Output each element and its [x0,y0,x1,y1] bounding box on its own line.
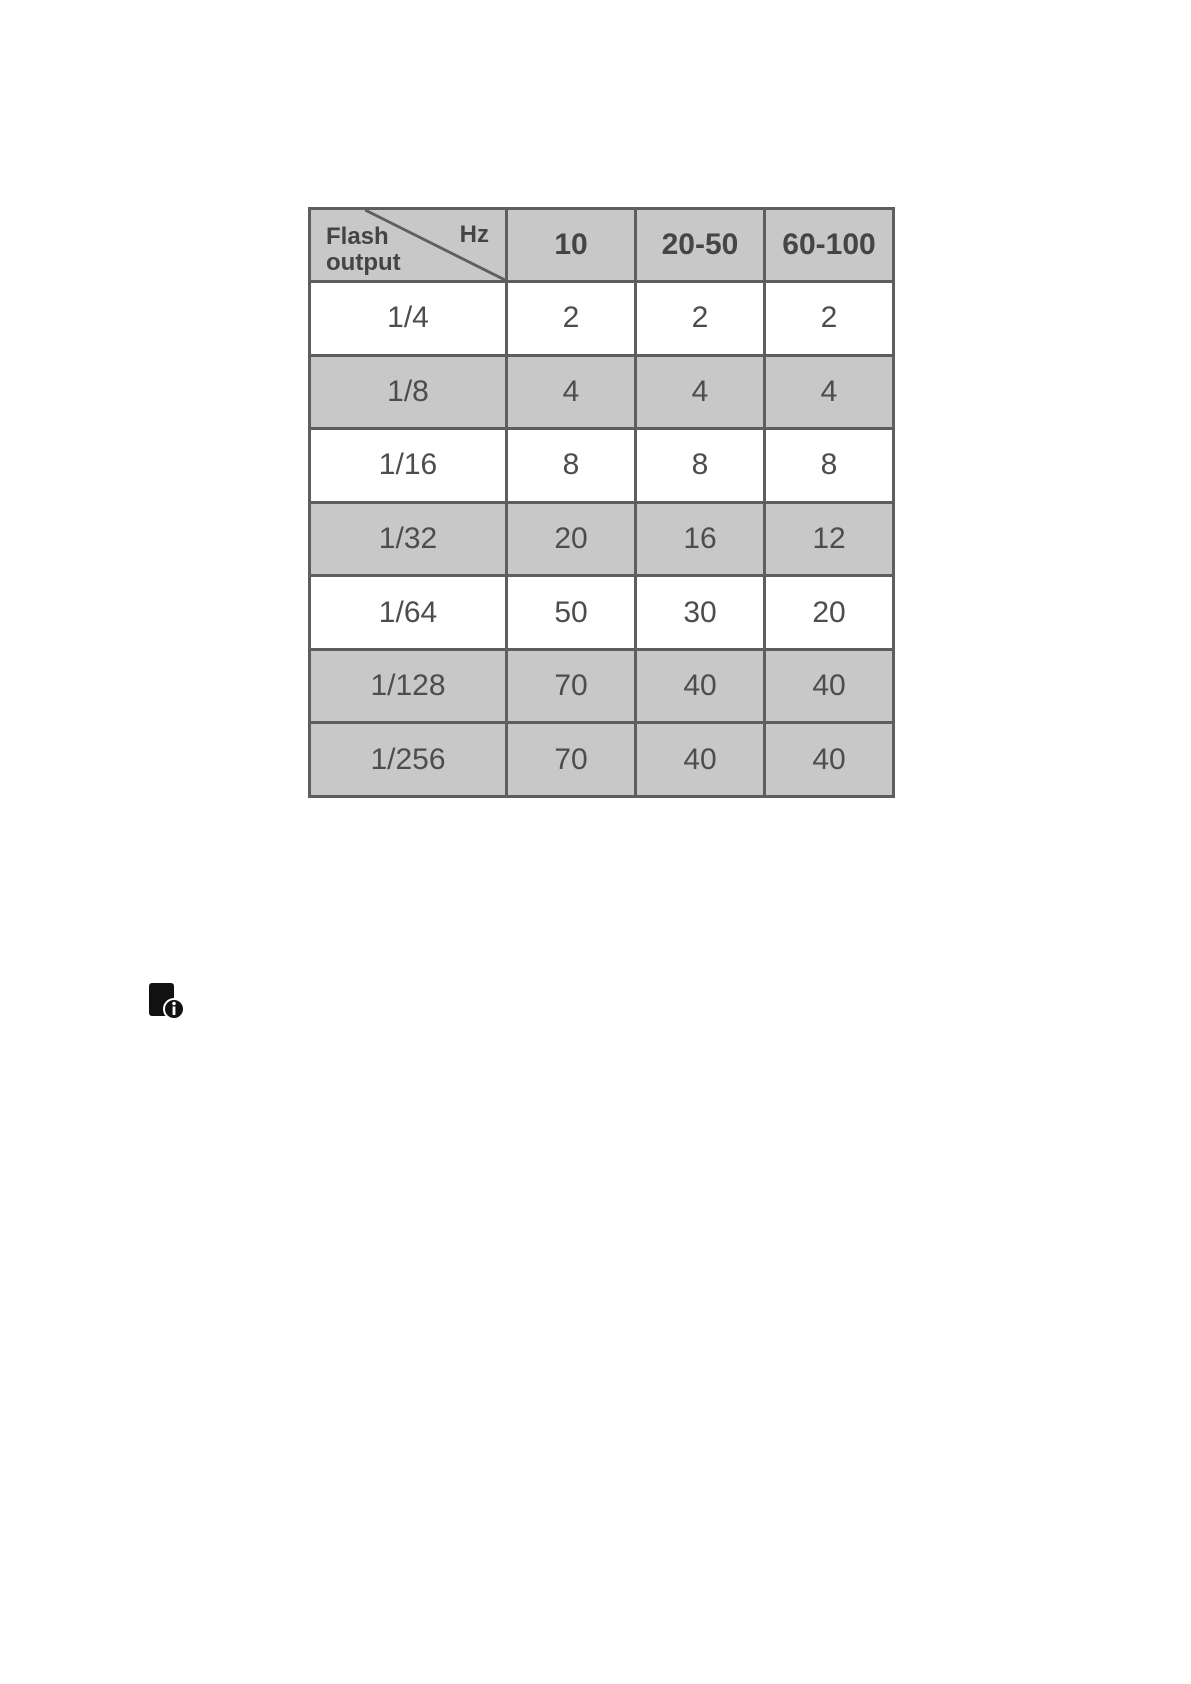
table-row [310,576,894,650]
corner-header-cell [310,209,507,282]
column-header-20-50: 20-50 [636,209,765,282]
value-cell: 8 [636,429,765,503]
flash-frequency-table [308,207,895,798]
flash-output-cell: 1/16 [310,429,507,503]
column-axis-label: Hz [459,221,489,248]
flash-output-cell: 1/8 [310,355,507,429]
table-row [310,649,894,723]
flash-output-cell: 1/4 [310,282,507,356]
value-cell: 8 [507,429,636,503]
column-header-60-100: 60-100 [765,209,894,282]
value-cell: 8 [765,429,894,503]
value-cell: 40 [636,649,765,723]
row-axis-label-line1: Flash [326,223,389,250]
value-cell: 4 [507,355,636,429]
table-row [310,355,894,429]
flash-output-cell: 1/32 [310,502,507,576]
flash-output-cell: 1/64 [310,576,507,650]
table-header-row [310,209,894,282]
value-cell: 70 [507,649,636,723]
value-cell: 4 [636,355,765,429]
value-cell: 20 [765,576,894,650]
column-header-10: 10 [507,209,636,282]
info-note-icon [148,982,188,1022]
table-row [310,502,894,576]
value-cell: 70 [507,723,636,797]
value-cell: 16 [636,502,765,576]
value-cell: 2 [636,282,765,356]
flash-output-cell: 1/256 [310,723,507,797]
value-cell: 30 [636,576,765,650]
value-cell: 12 [765,502,894,576]
value-cell: 40 [765,723,894,797]
table-row [310,282,894,356]
row-axis-label-line2: output [326,249,401,276]
table-row [310,723,894,797]
value-cell: 40 [636,723,765,797]
value-cell: 2 [765,282,894,356]
flash-output-cell: 1/128 [310,649,507,723]
table-row [310,429,894,503]
value-cell: 40 [765,649,894,723]
value-cell: 2 [507,282,636,356]
value-cell: 4 [765,355,894,429]
value-cell: 20 [507,502,636,576]
value-cell: 50 [507,576,636,650]
